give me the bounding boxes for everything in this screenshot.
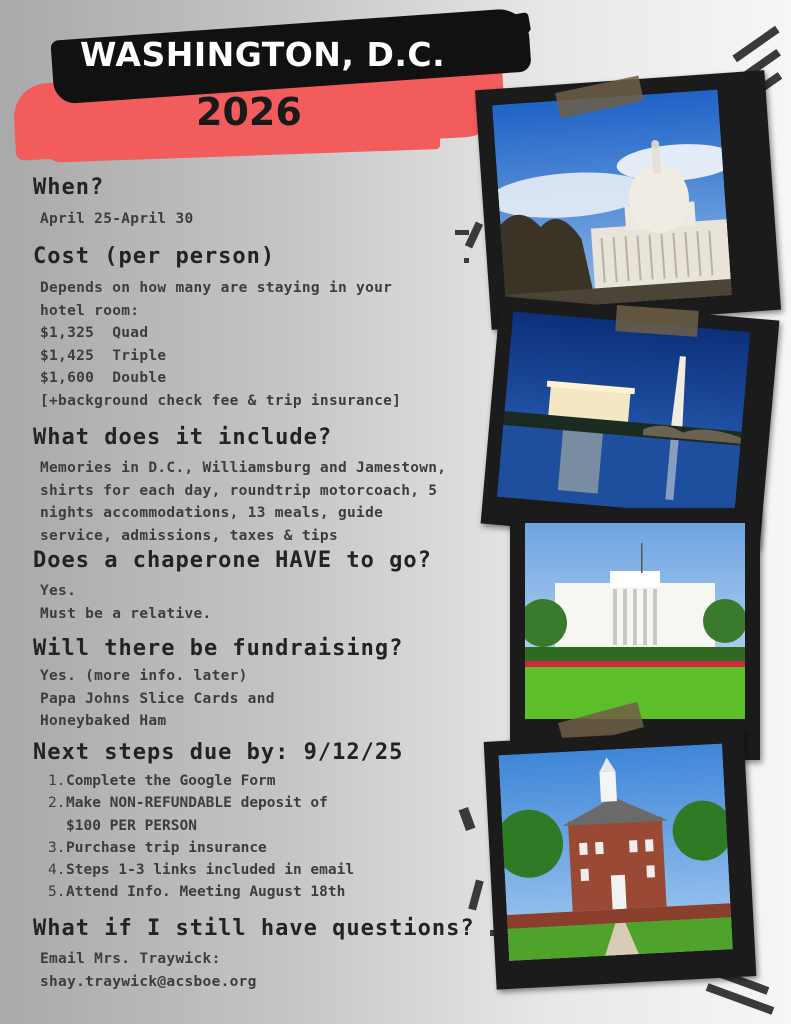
us-capitol-image [492,89,732,310]
step-item [48,815,354,837]
governors-palace-image [498,743,732,960]
chaperone-text [40,580,212,625]
questions-line: Email Mrs. Traywick: [40,951,221,967]
grunge-splatter [459,807,476,831]
grunge-splatter [455,230,469,235]
governors-palace-illustration [498,743,732,960]
us-capitol-photo [475,70,781,330]
step-item [48,859,354,881]
lincoln-memorial-image [497,311,750,517]
fundraising-line: Yes. (more info. later) [40,668,248,684]
step-text: Purchase trip insurance [66,839,267,856]
governors-palace-photo [484,728,757,989]
us-capitol-illustration [492,89,732,310]
grunge-splatter [468,879,483,910]
step-item [48,770,354,792]
questions-heading: What if I still have questions? [33,916,475,941]
white-house-illustration [525,523,745,719]
step-number: 4. [48,862,66,879]
chaperone-line: Yes. [40,583,77,599]
step-item [48,837,354,859]
cost-triple: $1,425 Triple [40,347,167,364]
fundraising-line: Honeybaked Ham [40,713,167,729]
fundraising-line: Papa Johns Slice Cards and [40,690,275,707]
step-text: Attend Info. Meeting August 18th [66,884,346,901]
cost-heading: Cost (per person) [33,244,276,269]
step-number: 1. [48,773,66,789]
when-text: April 25-April 30 [40,211,194,227]
cost-line: hotel room: [40,302,140,319]
step-item [48,881,354,903]
white-house-image [525,523,745,719]
step-item [48,792,354,814]
include-heading: What does it include? [33,425,333,450]
cost-note: [+background check fee & trip insurance] [40,392,402,409]
steps-heading: Next steps due by: 9/12/25 [33,740,404,765]
steps-list [48,770,354,904]
contact-email: shay.traywick@acsboe.org [40,973,257,990]
cost-quad: $1,325 Quad [40,325,149,341]
include-text [40,457,446,547]
step-number: 5. [48,884,66,901]
flyer-year: 2026 [196,90,302,134]
include-line: Memories in D.C., Williamsburg and Jamestown, [40,460,447,476]
chaperone-heading: Does a chaperone HAVE to go? [33,548,432,573]
step-text: Make NON-REFUNDABLE deposit of [66,795,328,812]
include-line: nights accommodations, 13 meals, guide [40,505,384,521]
grunge-splatter [464,258,469,263]
fundraising-text [40,665,275,733]
grunge-splatter [465,222,483,249]
cost-text [40,277,401,412]
step-text: Complete the Google Form [66,773,276,789]
when-heading: When? [33,175,105,200]
step-text: Steps 1-3 links included in email [66,862,355,879]
lincoln-memorial-illustration [497,311,750,517]
step-number: 2. [48,795,66,812]
fundraising-heading: Will there be fundraising? [33,636,404,661]
include-line: shirts for each day, roundtrip motorcoach, 5 [40,482,438,499]
questions-text [40,948,257,993]
cost-line: Depends on how many are staying in your [40,280,393,296]
include-line: service, admissions, taxes & tips [40,527,338,544]
cost-double: $1,600 Double [40,370,167,386]
step-text: $100 PER PERSON [66,817,197,834]
step-number: 3. [48,839,66,856]
flyer-title: WASHINGTON, D.C. [80,35,446,74]
chaperone-line: Must be a relative. [40,605,212,622]
